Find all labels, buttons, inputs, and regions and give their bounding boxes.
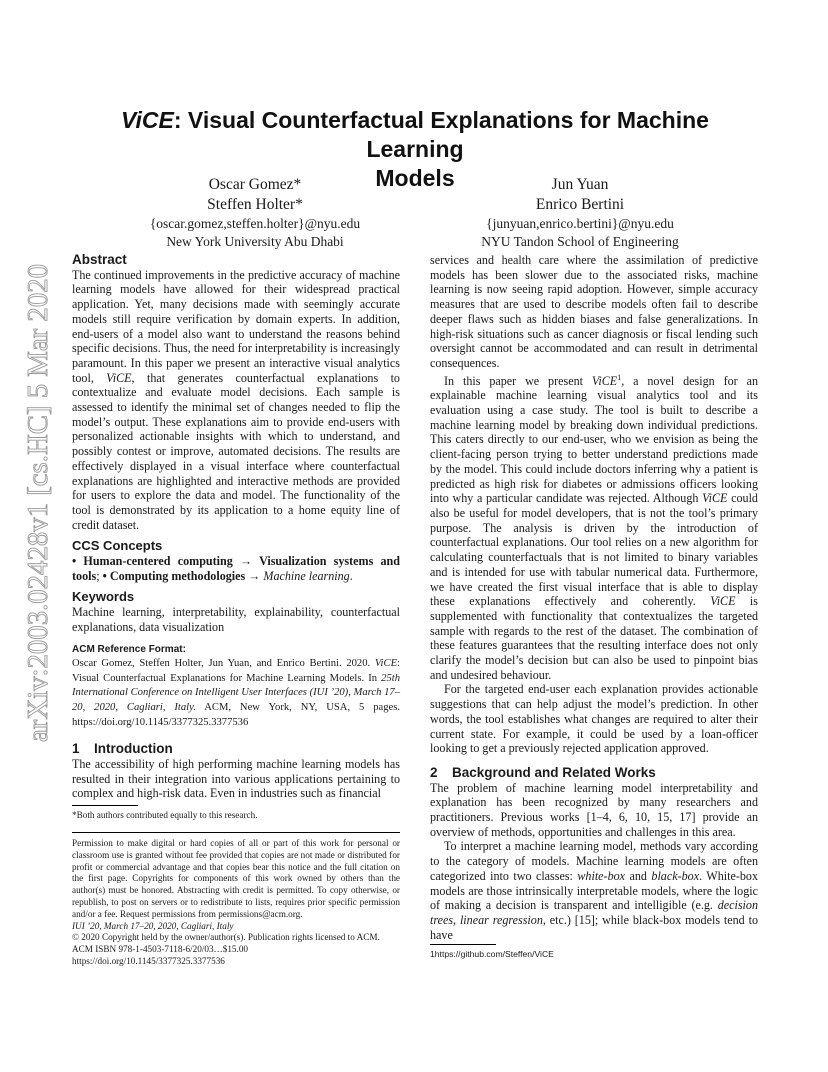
github-footnote[interactable]: 1https://github.com/Steffen/ViCE bbox=[430, 949, 554, 959]
paragraph-part: In this paper we present bbox=[444, 373, 583, 388]
right-column bbox=[430, 253, 758, 942]
author-email: {oscar.gomez,steffen.holter}@nyu.edu bbox=[149, 216, 361, 231]
intro-heading bbox=[72, 742, 400, 757]
permission-text: Permission to make digital or hard copies of all or part of this work for personal or classroom use is granted without fee provided that copies are not made or distributed for profit or commercial advantage and that copies bear this notice and the full citation on the first page. Copyrights for components of this work owned by others than the author(s) must be honored. Abstracting with credit is permitted. To copy otherwise, or republish, to post on servers or to redistribute to lists, requires prior specific permission and/or a fee. Request permissions from permissions@acm.org. bbox=[72, 838, 400, 919]
author-block-right bbox=[430, 175, 730, 251]
author-affiliation: NYU Tandon School of Engineering bbox=[481, 234, 679, 249]
acm-ref-part: 25th International Conference on Intelligent User Interfaces (IUI ’20), March 17–20, 2020, Cagliari, Italy. bbox=[72, 672, 401, 714]
author-name: Jun Yuan bbox=[551, 176, 609, 193]
keywords-heading: Keywords bbox=[72, 589, 135, 605]
background-section-number: 2 bbox=[430, 764, 438, 780]
background-heading-text: Background and Related Works bbox=[452, 764, 656, 780]
footnote-rule bbox=[72, 805, 138, 806]
copyright-line: © 2020 Copyright held by the owner/author(s). Publication rights licensed to ACM. bbox=[72, 932, 380, 943]
background-paragraph-1: The problem of machine learning model interpretability and explanation has been recognized by many researchers and practitioners. Previous works [1–4, 6, 10, 15, 17] provide an overview of methods, opportunities and challenges in this area. bbox=[430, 780, 758, 839]
tool-name: ViCE bbox=[106, 370, 132, 385]
equal-contribution-footnote: *Both authors contributed equally to this research. bbox=[72, 810, 258, 820]
paragraph-part: , etc.) [15]; while black-box models tend to have bbox=[430, 912, 759, 942]
author-email: {junyuan,enrico.bertini}@nyu.edu bbox=[486, 216, 674, 231]
left-column bbox=[72, 253, 400, 801]
abstract-heading: Abstract bbox=[72, 252, 127, 267]
title-line2: Models bbox=[375, 165, 455, 191]
intro-section-number: 1 bbox=[72, 741, 80, 757]
author-name: Enrico Bertini bbox=[535, 196, 625, 213]
paragraph-part: is supplemented with functionality that contextualizes the targeted sample with regards to the rest of the dataset. The combination of these features guarantees that the resulting interface does not only clarify the model’s decision but can also be used to pinpoint bias and undesired behaviour. bbox=[430, 594, 758, 682]
tool-name: ViCE bbox=[710, 594, 736, 609]
paragraph-part: . White-box models are those intrinsically interpretable models, where the logic of making a decision is transparent and intelligible (e.g. bbox=[430, 868, 759, 913]
tool-name: ViCE bbox=[702, 491, 728, 506]
intro-heading-text: Introduction bbox=[94, 741, 173, 757]
intro-paragraph-2 bbox=[430, 371, 758, 683]
arxiv-stamp-graphic bbox=[14, 262, 56, 744]
author-affiliation: New York University Abu Dhabi bbox=[166, 234, 344, 249]
ccs-concept-leaf: Machine learning bbox=[260, 568, 350, 583]
abstract-text-part: The continued improvements in the predictive accuracy of machine learning models have allowed for their widespread practical application. Yet, many decisions made with seemingly accurate models still require verification by domain experts. In addition, end-users of a model also want to understand the reasons behind specific decisions. Thus, the need for interpretability is increasingly paramount. In this paper we present an interactive visual analytics tool, bbox=[72, 267, 400, 385]
keywords-text: Machine learning, interpretability, explainability, counterfactual explanations, data visualization bbox=[72, 605, 400, 634]
acm-ref-part: Oscar Gomez, Steffen Holter, Jun Yuan, and Enrico Bertini. 2020. bbox=[72, 658, 371, 670]
tool-name: ViCE bbox=[591, 373, 618, 388]
footnote-marker: 1 bbox=[617, 372, 622, 382]
ccs-concept: • Human-centered computing → Visualization systems and tools bbox=[72, 554, 400, 583]
author-name: Oscar Gomez* bbox=[208, 176, 302, 193]
title-tool-name: ViCE bbox=[121, 107, 174, 133]
abstract-text-part: , that generates counterfactual explanations to contextualize and evaluate model decisions. Each sample is assessed to identify the minimal set of changes needed to flip the model’s output. These explanations aim to provide end-users with personalized actionable insights with which to understand, and possibly contest or improve, automated decisions. The results are effectively displayed in a visual interface where counterfactual explanations are highlighted and interactive methods are provided for users to explore the data and model. The functionality of the tool is demonstrated by its application to a home equity line of credit dataset. bbox=[72, 370, 400, 532]
ccs-end: . bbox=[349, 568, 353, 583]
acm-reference bbox=[72, 657, 400, 730]
permission-block bbox=[72, 838, 400, 968]
paragraph-part: could also be useful for model developers, that is not the tool’s primary purpose. The analysis is driven by the introduction of counterfactual explanations. Our tool relies on a new algorithm for calculating counterfactuals that is not limited to binary variables and is intended for use with tabular numerical data. Furthermore, we have created the first visual interface that is able to display these explanations effectively and coherently. bbox=[430, 491, 758, 609]
abstract-text bbox=[72, 268, 400, 533]
term: decision trees, linear regression bbox=[430, 898, 758, 927]
acm-ref-part: : Visual Counterfactual Explanations for Machine Learning Models. In bbox=[72, 658, 400, 684]
title-rest: : Visual Counterfactual Explanations for Machine Learning bbox=[173, 107, 709, 162]
intro-paragraph-3: For the targeted end-user each explanation provides actionable suggestions that can help adjust the model’s prediction. In other words, the tool establishes what changes are required to alter their current state. For example, it could be used by a loan-officer looking to get a previously rejected application approved. bbox=[430, 682, 758, 756]
paragraph-part: , a novel design for an explainable machine learning visual analytics tool and its evaluation using a case study. The tool is built to describe a machine learning model by breaking down individual predictions. This caters directly to our end-user, who we envision as being the client-facing person trying to better understand predictions made by the model. This could include doctors inferring why a patient is predicted as high risk for diabetes or admissions officers looking into why a particular candidate was rejected. Although bbox=[430, 373, 758, 506]
acm-ref-part: ACM, New York, NY, USA, 5 pages. https://doi.org/10.1145/3377325.3377536 bbox=[72, 702, 401, 728]
arxiv-stamp bbox=[14, 262, 56, 744]
ccs-separator: ; bbox=[96, 568, 103, 583]
author-name: Steffen Holter* bbox=[207, 196, 303, 213]
ccs-concept: • Computing methodologies → bbox=[102, 568, 261, 583]
intro-continued: services and health care where the assimilation of predictive models has been slower due to the associated risks, machine learning is now seeing rapid adoption. However, simple accuracy measures that are used to describe models often fail to describe deeper flaws such as hidden biases and false generalizations. In high-risk situations such as cancer diagnosis or fiscal lending such oversight cannot be accommodated and can result in detrimental consequences. bbox=[430, 253, 758, 370]
background-heading bbox=[430, 766, 758, 781]
ccs-heading: CCS Concepts bbox=[72, 538, 163, 554]
paragraph-part: To interpret a machine learning model, methods vary according to the category of models. Machine learning models are often categorized into two classes: bbox=[430, 839, 758, 883]
acm-ref-heading: ACM Reference Format: bbox=[72, 643, 186, 655]
conference-info: IUI ’20, March 17–20, 2020, Cagliari, Italy bbox=[72, 920, 234, 931]
background-paragraph-2 bbox=[430, 839, 758, 942]
author-block-left bbox=[110, 175, 400, 251]
arxiv-stamp-text: arXiv:2003.02428v1 [cs.HC] 5 Mar 2020 bbox=[23, 276, 54, 742]
acm-ref-part: ViCE bbox=[370, 658, 398, 670]
permission-rule bbox=[72, 832, 400, 833]
ccs-text bbox=[72, 554, 400, 583]
paragraph-part: and bbox=[629, 868, 647, 883]
doi-link[interactable]: https://doi.org/10.1145/3377325.3377536 bbox=[72, 955, 225, 966]
isbn-line: ACM ISBN 978-1-4503-7118-6/20/03…$15.00 bbox=[72, 944, 249, 955]
intro-text: The accessibility of high performing machine learning models has resulted in their integration into various applications pertaining to complex and high-risk data. Even in industries such as financial bbox=[72, 756, 400, 801]
term: white-box bbox=[577, 868, 626, 883]
footnote-rule bbox=[430, 944, 496, 945]
term: black-box bbox=[651, 868, 700, 883]
